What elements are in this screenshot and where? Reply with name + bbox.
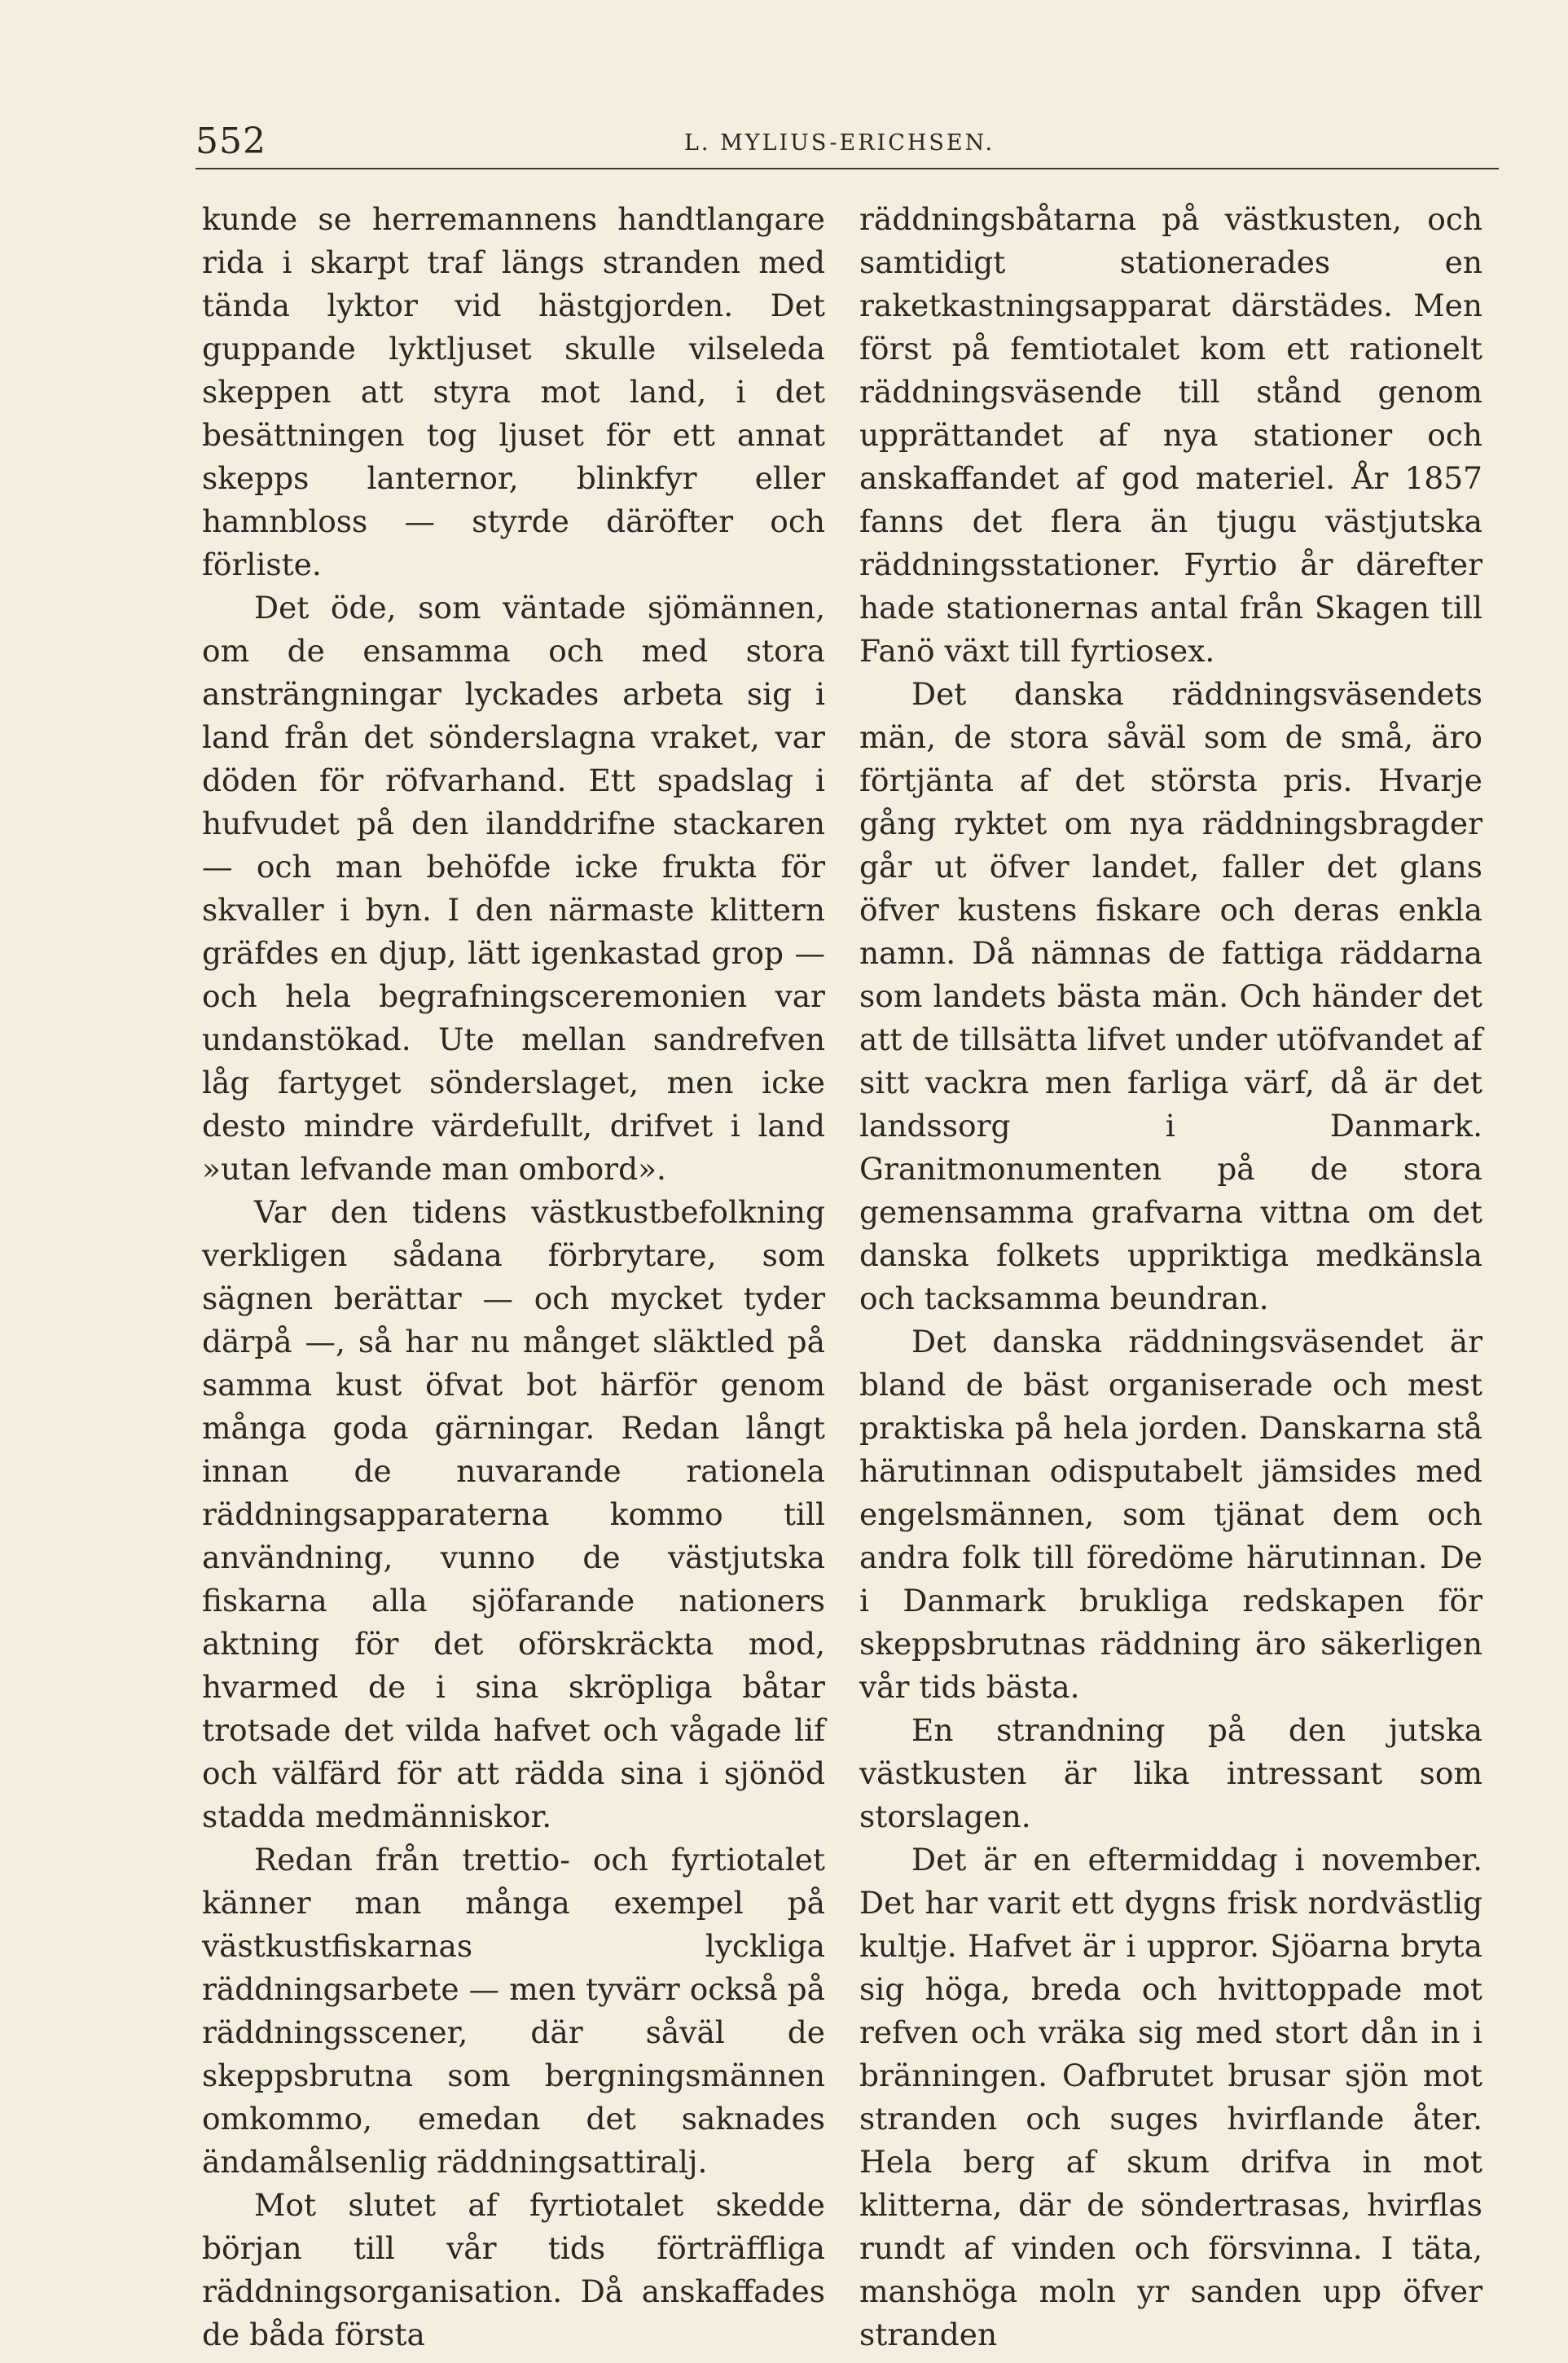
- header-rule: [195, 168, 1499, 169]
- paragraph: Det danska räddningsväsendets män, de stora såväl som de små, äro förtjänta af det största pris. Hvarje gång ryktet om nya räddningsbragder går ut öfver landet, faller det glans öfver kustens fiskare och deras enkla namn. Då nämnas de fattiga räddarna som landets bästa män. Och händer det att de tillsätta lifvet under utöfvandet af sitt vackra men farliga värf, då är det landssorg i Danmark. Granitmonumenten på de stora gemensamma grafvarna vittna om det danska folkets uppriktiga medkänsla och tacksamma beundran.: [859, 676, 1482, 1316]
- paragraph: kunde se herremannens handtlangare rida i skarpt traf längs stranden med tända lyktor vid hästgjorden. Det guppande lyktljuset skulle vilseleda skeppen att styra mot land, i det besättningen tog ljuset för ett annat skepps lanternor, blinkfyr eller hamnbloss — styrde däröfter och förliste.: [202, 201, 825, 582]
- paragraph: Redan från trettio- och fyrtiotalet känner man många exempel på västkustfiskarnas lyckliga räddningsarbete — men tyvärr också på räddningsscener, där såväl de skeppsbrutna som bergningsmännen omkommo, emedan det saknades ändamålsenlig räddningsattiralj.: [202, 1842, 825, 2180]
- page-header: [195, 121, 1499, 169]
- page-number: 552: [195, 121, 266, 162]
- paragraph: Det öde, som väntade sjömännen, om de ensamma och med stora ansträngningar lyckades arbeta sig i land från det sönderslagna vraket, var döden för röfvarhand. Ett spadslag i hufvudet på den ilanddrifne stackaren — och man behöfde icke frukta för skvaller i byn. I den närmaste klittern gräfdes en djup, lätt igenkastad grop — och hela begrafningsceremonien var undanstökad. Ute mellan sandrefven låg fartyget sönderslaget, men icke desto mindre värdefullt, drifvet i land »utan lefvande man ombord».: [202, 590, 825, 1187]
- running-title: L. MYLIUS-ERICHSEN.: [684, 130, 995, 156]
- paragraph: Det danska räddningsväsendet är bland de bäst organiserade och mest praktiska på hela jorden. Danskarna stå härutinnan odisputabelt jämsides med engelsmännen, som tjänat dem och andra folk till föredöme härutinnan. De i Danmark brukliga redskapen för skeppsbrutnas räddning äro säkerligen vår tids bästa.: [859, 1324, 1482, 1705]
- right-column: [859, 198, 1482, 2356]
- paragraph: Mot slutet af fyrtiotalet skedde början till vår tids förträffliga räddningsorganisation. Då anskaffades de båda första: [202, 2187, 825, 2352]
- paragraph: En strandning på den jutska västkusten är lika intressant som storslagen.: [859, 1712, 1482, 1834]
- left-column: [202, 198, 825, 2356]
- paragraph: räddningsbåtarna på västkusten, och samtidigt stationerades en raketkastningsapparat därstädes. Men först på femtiotalet kom ett rationelt räddningsväsende till stånd genom upprättandet af nya stationer och anskaffandet af god materiel. År 1857 fanns det flera än tjugu västjutska räddningsstationer. Fyrtio år därefter hade stationernas antal från Skagen till Fanö växt till fyrtiosex.: [859, 201, 1482, 669]
- paragraph: Det är en eftermiddag i november. Det har varit ett dygns frisk nordvästlig kultje. Hafvet är i uppror. Sjöarna bryta sig höga, breda och hvittoppade mot refven och vräka sig med stort dån in i bränningen. Oafbrutet brusar sjön mot stranden och suges hvirflande åter. Hela berg af skum drifva in mot klitterna, där de söndertrasas, hvirflas rundt af vinden och försvinna. I täta, manshöga moln yr sanden upp öfver stranden: [859, 1842, 1482, 2352]
- paragraph: Var den tidens västkustbefolkning verkligen sådana förbrytare, som sägnen berättar — och mycket tyder därpå —, så har nu månget släktled på samma kust öfvat bot härför genom många goda gärningar. Redan långt innan de nuvarande rationela räddningsapparaterna kommo till användning, vunno de västjutska fiskarna alla sjöfarande nationers aktning för det oförskräckta mod, hvarmed de i sina skröpliga båtar trotsade det vilda hafvet och vågade lif och välfärd för att rädda sina i sjönöd stadda medmänniskor.: [202, 1194, 825, 1834]
